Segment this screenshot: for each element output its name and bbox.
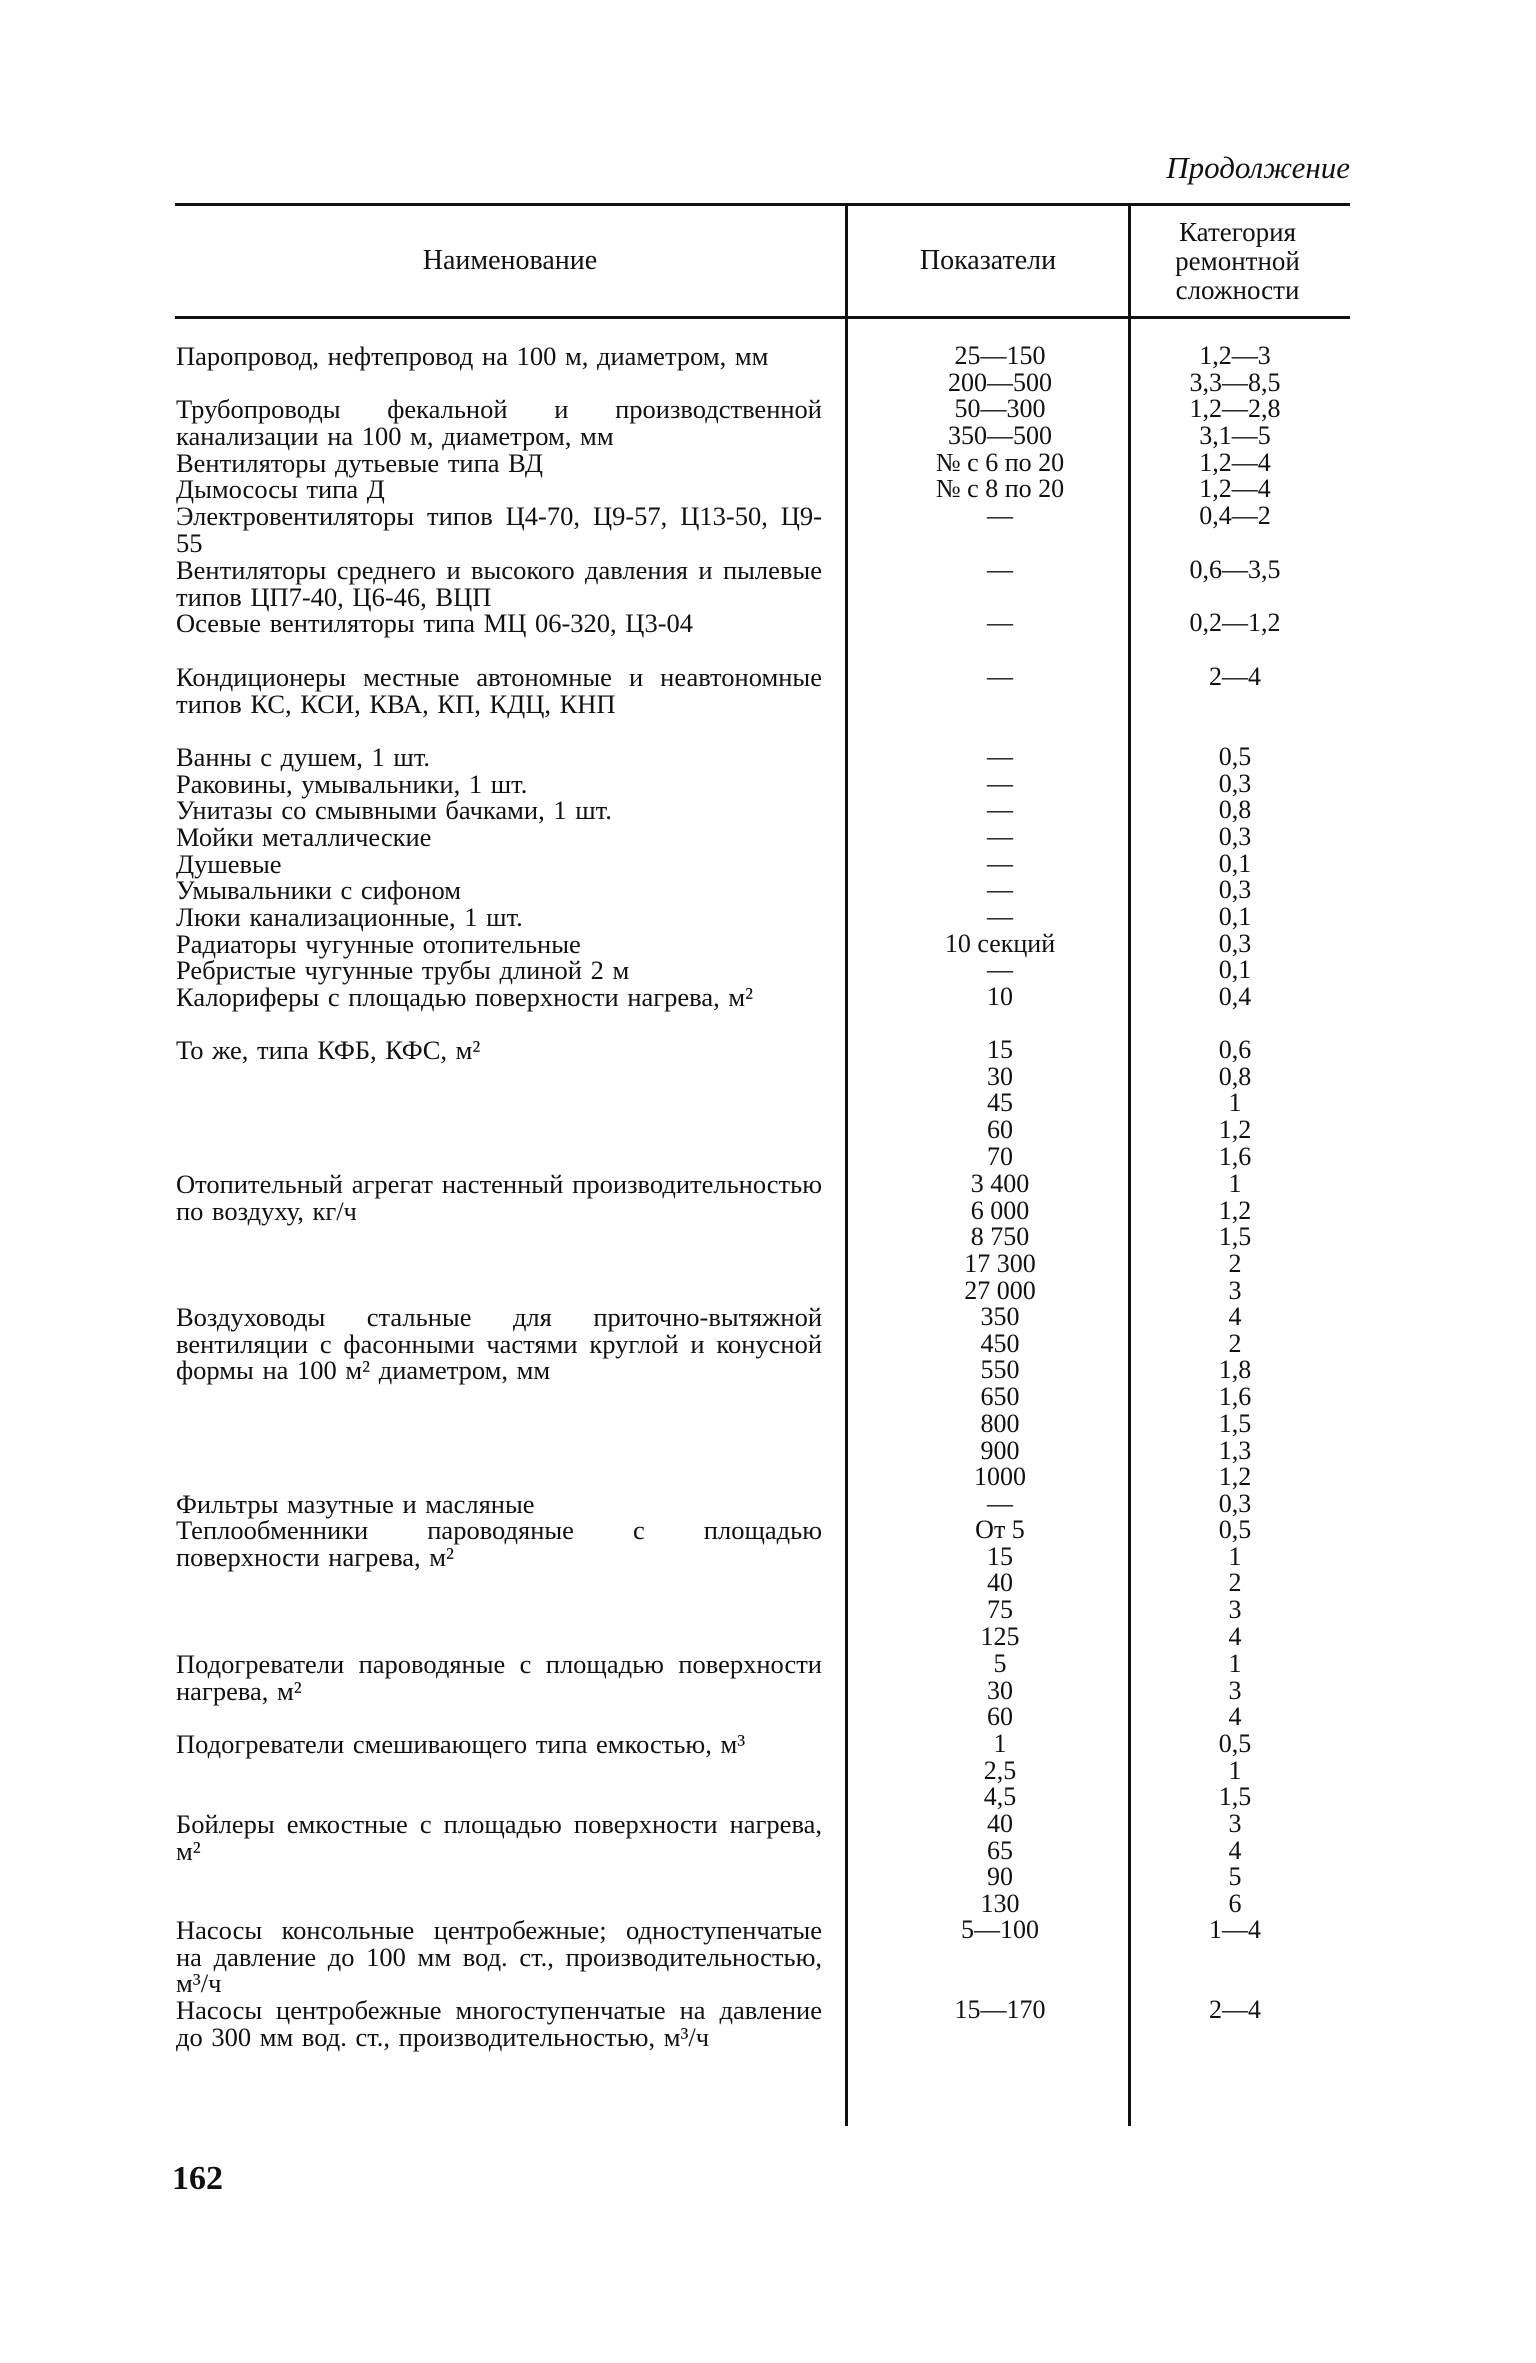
row-indicator: 15—170 [954,1995,1046,2024]
row-name: Ребристые чугунные трубы длиной 2 м [176,955,630,985]
row-name: Радиаторы чугунные отопительные [176,929,581,959]
row-indicator: От 5 15 40 75 125 [975,1515,1025,1651]
row-name: Умывальники с сифоном [176,875,461,905]
row-name: Мойки металлические [176,822,432,852]
header-bottom-rule [175,316,1350,319]
row-category: 1 1,2 1,5 2 3 [1218,1169,1252,1305]
row-category: 0,4 [1218,982,1252,1011]
row-category: 0,3 [1218,822,1252,851]
row-category: 0,5 [1218,742,1252,771]
row-name: Воздуховоды стальные для приточно-вытяжной вентиляции с фасонными частями круглой и конусной формы на 100 м² диаметром, мм [176,1302,822,1386]
row-indicator: — [987,608,1013,637]
row-indicator: — [987,822,1013,851]
row-name: Дымососы типа Д [176,474,385,504]
row-category: 0,1 [1218,902,1252,931]
row-category: 0,2—1,2 [1189,608,1281,637]
row-indicator: — [987,875,1013,904]
row-category: 1,2—4 [1199,448,1271,477]
row-category: 0,1 [1218,955,1252,984]
row-name: Осевые вентиляторы типа МЦ 06-320, Ц3-04 [176,608,694,638]
row-category: 1 3 4 [1228,1649,1242,1732]
row-category: 1,2—4 [1199,474,1271,503]
row-name: Люки канализационные, 1 шт. [176,902,523,932]
row-name: Бойлеры емкостные с площадью поверхности нагрева, м² [176,1809,822,1866]
row-indicator: 1 2,5 4,5 [983,1729,1017,1812]
header-name: Наименование [422,245,598,276]
row-name: Ванны с душем, 1 шт. [176,742,431,772]
column-divider-2 [1128,206,1131,2126]
row-name: Калориферы с площадью поверхности нагрева, м² [176,982,754,1012]
row-name: Теплообменники пароводяные с площадью поверхности нагрева, м² [176,1515,822,1572]
row-category: 0,5 1 2 3 4 [1218,1515,1252,1651]
row-indicator: № с 6 по 20 [935,448,1065,477]
row-category: 0,8 [1218,795,1252,824]
row-indicator: 5 30 60 [987,1649,1013,1732]
row-indicator: 25—150 200—500 [948,341,1052,397]
row-name: Унитазы со смывными бачками, 1 шт. [176,795,612,825]
row-indicator: 5—100 [961,1915,1039,1944]
row-indicator: 40 65 90 130 [980,1809,1020,1919]
row-indicator: — [987,501,1013,530]
row-category: 3 4 5 6 [1228,1809,1242,1919]
column-divider-1 [845,206,848,2126]
row-indicator: — [987,1489,1013,1518]
row-category: 0,3 [1218,929,1252,958]
row-indicator: 3 400 6 000 8 750 17 300 27 000 [964,1169,1036,1305]
row-indicator: — [987,769,1013,798]
row-indicator: — [987,849,1013,878]
row-name: Насосы консольные центробежные; одноступенчатые на давление до 100 мм вод. ст., производительностью, м³/ч [176,1915,822,1999]
row-indicator: 10 [987,982,1013,1011]
row-indicator: — [987,555,1013,584]
row-category: 0,3 [1218,875,1252,904]
row-category: 1—4 [1209,1915,1261,1944]
page-number: 162 [172,2160,223,2197]
row-name: Раковины, умывальники, 1 шт. [176,769,528,799]
row-name: То же, типа КФБ, КФС, м² [176,1035,481,1065]
row-indicator: — [987,742,1013,771]
row-name: Душевые [176,849,282,879]
row-category: 0,3 [1218,769,1252,798]
row-category: 2—4 [1209,1995,1261,2024]
row-name: Насосы центробежные многоступенчатые на давление до 300 мм вод. ст., производительностью, м³/ч [176,1995,822,2052]
row-indicator: 10 секций [944,929,1056,958]
row-category: 0,6 0,8 1 1,2 1,6 [1218,1035,1252,1171]
row-category: 1,2—3 3,3—8,5 [1189,341,1281,397]
row-name: Кондиционеры местные автономные и неавтономные типов КС, КСИ, КВА, КП, КДЦ, КНП [176,662,822,719]
row-indicator: № с 8 по 20 [935,474,1065,503]
row-indicator: — [987,902,1013,931]
row-indicator: — [987,795,1013,824]
header-indicators: Показатели [919,245,1057,276]
row-category: 4 2 1,8 1,6 1,5 1,3 1,2 [1218,1302,1252,1492]
continued-label: Продолжение [1166,150,1350,185]
row-name: Отопительный агрегат настенный производительностью по воздуху, кг/ч [176,1169,822,1226]
row-category: 0,3 [1218,1489,1252,1518]
header-category: Категория ремонтной сложности [1175,216,1300,305]
row-name: Подогреватели пароводяные с площадью поверхности нагрева, м² [176,1649,822,1706]
row-name: Трубопроводы фекальной и производственной канализации на 100 м, диаметром, мм [176,394,822,451]
row-name: Подогреватели смешивающего типа емкостью, м³ [176,1729,746,1759]
row-category: 2—4 [1209,662,1261,691]
row-indicator: 15 30 45 60 70 [987,1035,1013,1171]
row-category: 1,2—2,8 3,1—5 [1189,394,1281,450]
row-category: 0,6—3,5 [1189,555,1281,584]
row-name: Вентиляторы дутьевые типа ВД [176,448,543,478]
row-name: Фильтры мазутные и масляные [176,1489,535,1519]
row-indicator: 350 450 550 650 800 900 1000 [974,1302,1026,1492]
row-name: Вентиляторы среднего и высокого давления и пылевые типов ЦП7-40, Ц6-46, ВЦП [176,555,822,612]
row-name: Паропровод, нефтепровод на 100 м, диаметром, мм [176,341,769,371]
row-indicator: — [987,955,1013,984]
row-indicator: — [987,662,1013,691]
row-category: 0,1 [1218,849,1252,878]
row-indicator: 50—300 350—500 [948,394,1052,450]
row-name: Электровентиляторы типов Ц4-70, Ц9-57, Ц13-50, Ц9-55 [176,501,822,558]
row-category: 0,5 1 1,5 [1218,1729,1252,1812]
row-category: 0,4—2 [1199,501,1271,530]
